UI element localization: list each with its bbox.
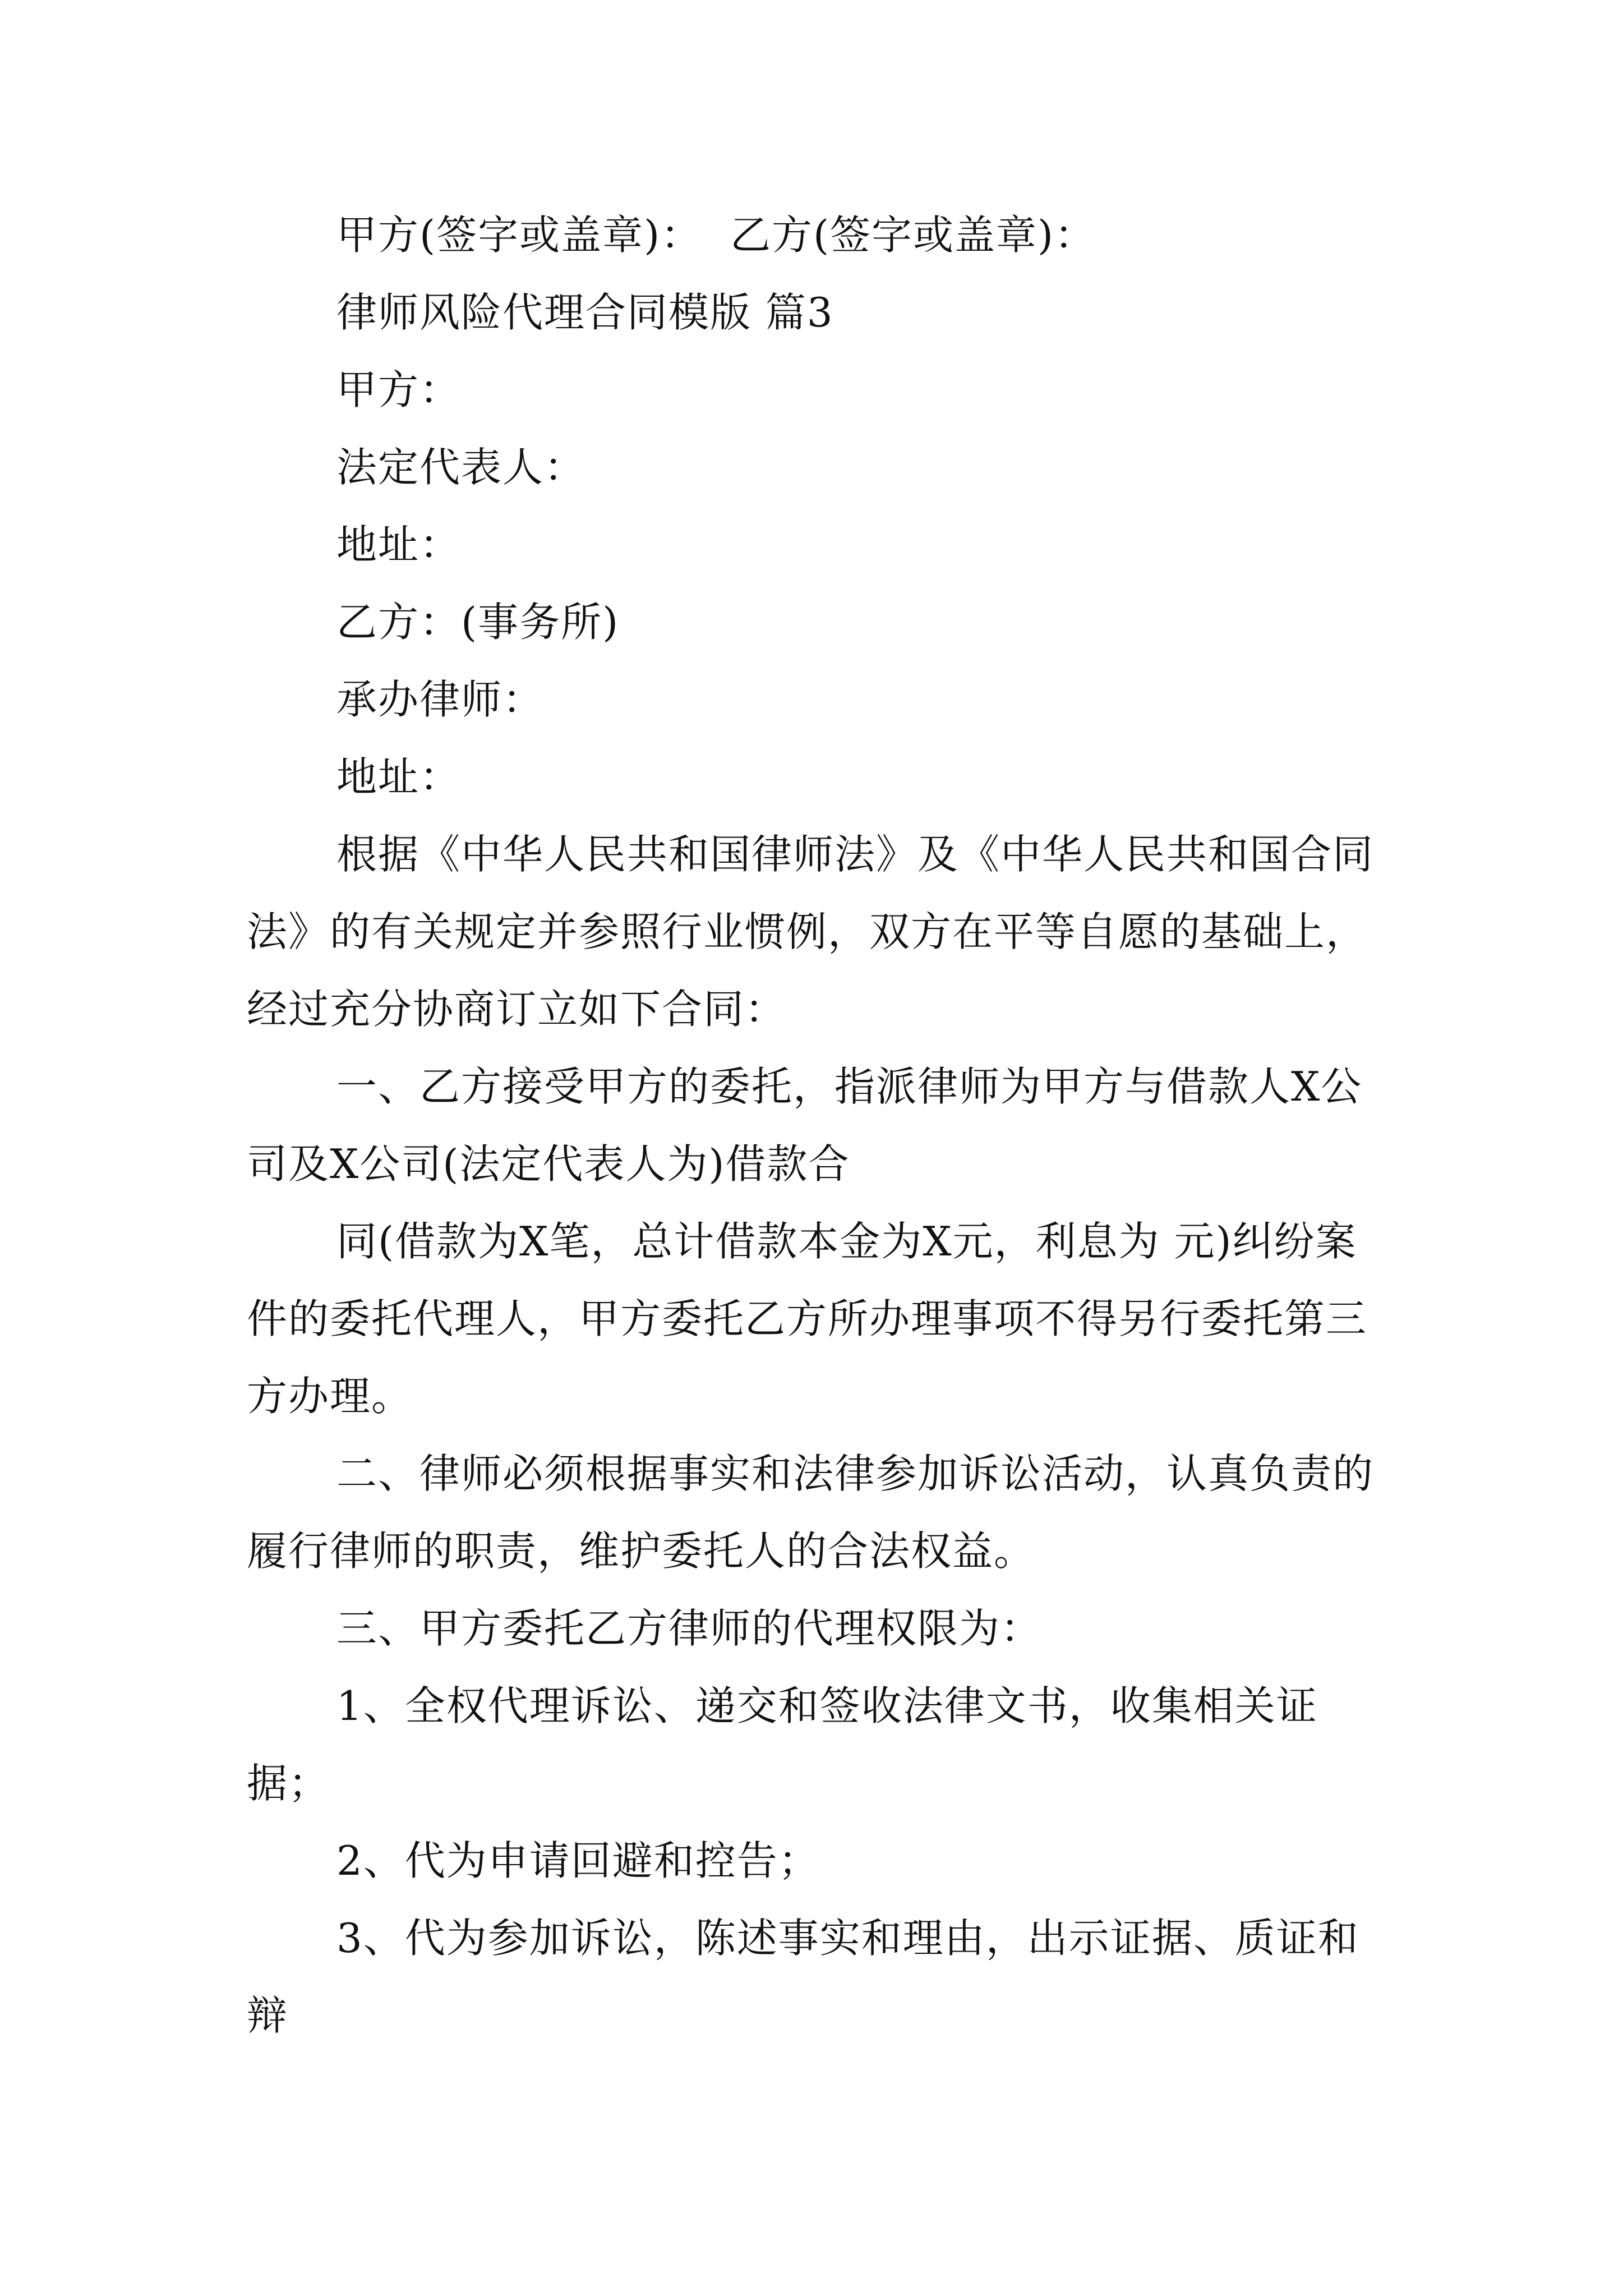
authority-item-1: 1、全权代理诉讼、递交和签收法律文书，收集相关证据； (247, 1682, 1318, 1807)
party-a-address-line: 地址： (336, 521, 462, 568)
party-b-address-line: 地址： (336, 753, 462, 800)
preamble-paragraph: 根据《中华人民共和国律师法》及《中华人民共和国合同法》的有关规定并参照行业惯例，双方在平等自愿的基础上，经过充分协商订立如下合同： (247, 831, 1375, 1033)
signature-line: 甲方(签字或盖章)： 乙方(签字或盖章)： (336, 211, 1096, 259)
handling-lawyer-line: 承办律师： (336, 676, 545, 723)
party-a-line: 甲方： (336, 366, 462, 413)
clause-1-continuation-paragraph: 同(借款为X笔，总计借款本金为X元，利息为 元)纠纷案件的委托代理人，甲方委托乙方所办理事项不得另行委托第三方办理。 (247, 1218, 1368, 1420)
authority-item-2: 2、代为申请回避和控告； (336, 1837, 820, 1884)
clause-1-paragraph: 一、乙方接受甲方的委托，指派律师为甲方与借款人X公司及X公司(法定代表人为)借款合 (247, 1063, 1363, 1188)
section-title: 律师风险代理合同模版 篇3 (336, 289, 834, 336)
clause-3-paragraph: 三、甲方委托乙方律师的代理权限为： (336, 1605, 1043, 1652)
document-body (247, 196, 1394, 2054)
clause-2-paragraph: 二、律师必须根据事实和法律参加诉讼活动，认真负责的履行律师的职责，维护委托人的合法权益。 (247, 1450, 1375, 1575)
legal-representative-line: 法定代表人： (336, 444, 586, 491)
authority-item-3: 3、代为参加诉讼，陈述事实和理由，出示证据、质证和辩 (247, 1915, 1359, 2039)
party-b-line: 乙方：(事务所) (336, 599, 620, 646)
